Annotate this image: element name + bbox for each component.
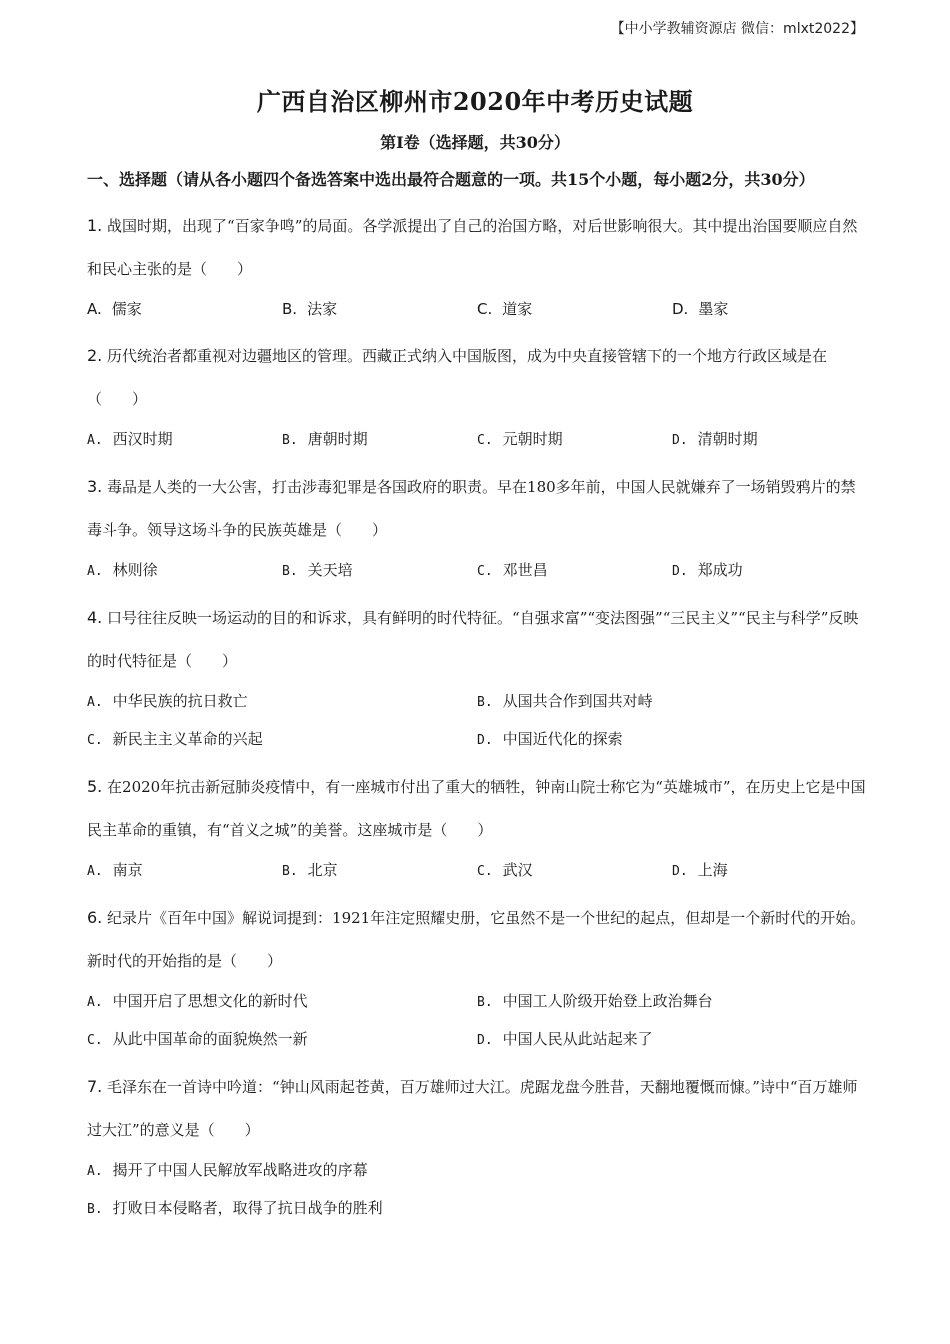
option-letter: D.: [477, 733, 493, 748]
header-tag: 【中小学教辅资源店 微信：mlxt2022】: [610, 21, 864, 37]
question-number: 5.: [87, 777, 103, 796]
option-text: 元朝时期: [502, 430, 563, 448]
option-letter: B.: [282, 433, 298, 448]
option-letter: C.: [477, 864, 493, 879]
option-letter: A.: [87, 1164, 103, 1179]
question-text: 口号往往反映一场运动的目的和诉求，具有鲜明的时代特征。“自强求富”“变法图强”“三民主义”“民主与科学”反映的时代特征是（ ）: [87, 609, 859, 670]
option-text: 上海: [697, 861, 728, 879]
option-letter: D.: [672, 300, 689, 318]
option-text: 南京: [112, 861, 143, 879]
option-a: [87, 683, 477, 721]
option-letter: B.: [282, 864, 298, 879]
options-3: [87, 552, 867, 590]
option-c: [87, 721, 477, 759]
options-7: [87, 1152, 867, 1228]
option-letter: A.: [87, 864, 103, 879]
option-d: [672, 552, 867, 590]
option-c: [477, 852, 672, 890]
option-text: 唐朝时期: [307, 430, 368, 448]
option-text: 新民主主义革命的兴起: [112, 730, 263, 748]
option-d: [477, 1021, 867, 1059]
question-3: [87, 465, 867, 552]
option-b: [87, 1190, 867, 1228]
option-text: 揭开了中国人民解放军战略进攻的序幕: [112, 1161, 368, 1179]
options-2: [87, 421, 867, 459]
option-text: 从国共合作到国共对峙: [502, 692, 653, 710]
option-letter: D.: [672, 433, 688, 448]
options-5: [87, 852, 867, 890]
question-number: 2.: [87, 346, 103, 365]
option-letter: A.: [87, 695, 103, 710]
option-letter: D.: [477, 1033, 493, 1048]
option-text: 清朝时期: [697, 430, 758, 448]
option-letter: A.: [87, 564, 103, 579]
question-list: [87, 162, 867, 1228]
option-a: [87, 291, 282, 328]
question-6: [87, 896, 867, 983]
option-text: 从此中国革命的面貌焕然一新: [112, 1030, 308, 1048]
option-text: 中国人民从此站起来了: [502, 1030, 653, 1048]
option-text: 儒家: [111, 300, 142, 318]
question-number: 6.: [87, 908, 103, 927]
option-letter: C.: [477, 300, 493, 318]
question-text: 历代统治者都重视对边疆地区的管理。西藏正式纳入中国版图，成为中央直接管辖下的一个地方行政区域是在（ ）: [87, 347, 828, 408]
option-text: 邓世昌: [502, 561, 548, 579]
option-text: 道家: [502, 300, 533, 318]
page-title: 广西自治区柳州市2020年中考历史试题: [256, 87, 694, 116]
option-b: [282, 552, 477, 590]
question-2: [87, 334, 867, 421]
option-letter: B.: [477, 695, 493, 710]
question-number: 4.: [87, 608, 103, 627]
question-text: 纪录片《百年中国》解说词提到：1921年注定照耀史册，它虽然不是一个世纪的起点，但却是一个新时代的开始。新时代的开始指的是（ ）: [87, 909, 866, 970]
option-d: [672, 852, 867, 890]
option-letter: B.: [477, 995, 493, 1010]
option-text: 武汉: [502, 861, 533, 879]
option-text: 中华民族的抗日救亡: [112, 692, 248, 710]
question-text: 毒品是人类的一大公害，打击涉毒犯罪是各国政府的职责。早在180多年前，中国人民就嫌弃了一场销毁鸦片的禁毒斗争。领导这场斗争的民族英雄是（ ）: [87, 478, 856, 539]
question-number: 7.: [87, 1077, 103, 1096]
option-c: [477, 552, 672, 590]
question-7: [87, 1065, 867, 1152]
question-number: 1.: [87, 216, 103, 235]
option-b: [477, 983, 867, 1021]
option-letter: B.: [282, 300, 298, 318]
option-text: 中国工人阶级开始登上政治舞台: [502, 992, 713, 1010]
option-a: [87, 421, 282, 459]
option-text: 林则徐: [112, 561, 158, 579]
option-c: [477, 421, 672, 459]
question-4: [87, 596, 867, 683]
option-text: 中国开启了思想文化的新时代: [112, 992, 308, 1010]
option-c: [477, 291, 672, 328]
option-text: 关天培: [307, 561, 353, 579]
option-text: 郑成功: [697, 561, 743, 579]
option-text: 墨家: [698, 300, 729, 318]
option-a: [87, 852, 282, 890]
option-b: [477, 683, 867, 721]
options-6: [87, 983, 867, 1059]
option-letter: D.: [672, 564, 688, 579]
question-1: [87, 204, 867, 291]
section-heading: 一、选择题（请从各小题四个备选答案中选出最符合题意的一项。共15个小题，每小题2分，共30分）: [87, 170, 815, 189]
option-b: [282, 421, 477, 459]
option-d: [477, 721, 867, 759]
options-1: [87, 291, 867, 328]
option-text: 法家: [307, 300, 338, 318]
option-letter: C.: [477, 433, 493, 448]
option-a: [87, 552, 282, 590]
page-subtitle: 第Ⅰ卷（选择题，共30分）: [380, 133, 570, 152]
option-letter: C.: [477, 564, 493, 579]
option-letter: C.: [87, 733, 103, 748]
option-text: 打败日本侵略者，取得了抗日战争的胜利: [112, 1199, 383, 1217]
option-text: 西汉时期: [112, 430, 173, 448]
option-letter: A.: [87, 995, 103, 1010]
option-letter: A.: [87, 433, 103, 448]
question-text: 在2020年抗击新冠肺炎疫情中，有一座城市付出了重大的牺牲，钟南山院士称它为“英雄城市”，在历史上它是中国民主革命的重镇，有“首义之城”的美誉。这座城市是（ ）: [87, 778, 866, 839]
option-a: [87, 983, 477, 1021]
option-letter: A.: [87, 300, 102, 318]
question-text: 战国时期，出现了“百家争鸣”的局面。各学派提出了自己的治国方略，对后世影响很大。其中提出治国要顺应自然和民心主张的是（ ）: [87, 217, 858, 278]
question-5: [87, 765, 867, 852]
option-d: [672, 421, 867, 459]
option-letter: B.: [282, 564, 298, 579]
option-text: 北京: [307, 861, 338, 879]
option-letter: B.: [87, 1202, 103, 1217]
option-b: [282, 852, 477, 890]
option-a: [87, 1152, 867, 1190]
option-letter: C.: [87, 1033, 103, 1048]
option-c: [87, 1021, 477, 1059]
question-number: 3.: [87, 477, 103, 496]
option-text: 中国近代化的探索: [502, 730, 623, 748]
option-letter: D.: [672, 864, 688, 879]
options-4: [87, 683, 867, 759]
option-d: [672, 291, 867, 328]
option-b: [282, 291, 477, 328]
question-text: 毛泽东在一首诗中吟道：“钟山风雨起苍黄，百万雄师过大江。虎踞龙盘今胜昔，天翻地覆慨而慷。”诗中“百万雄师过大江”的意义是（ ）: [87, 1078, 858, 1139]
